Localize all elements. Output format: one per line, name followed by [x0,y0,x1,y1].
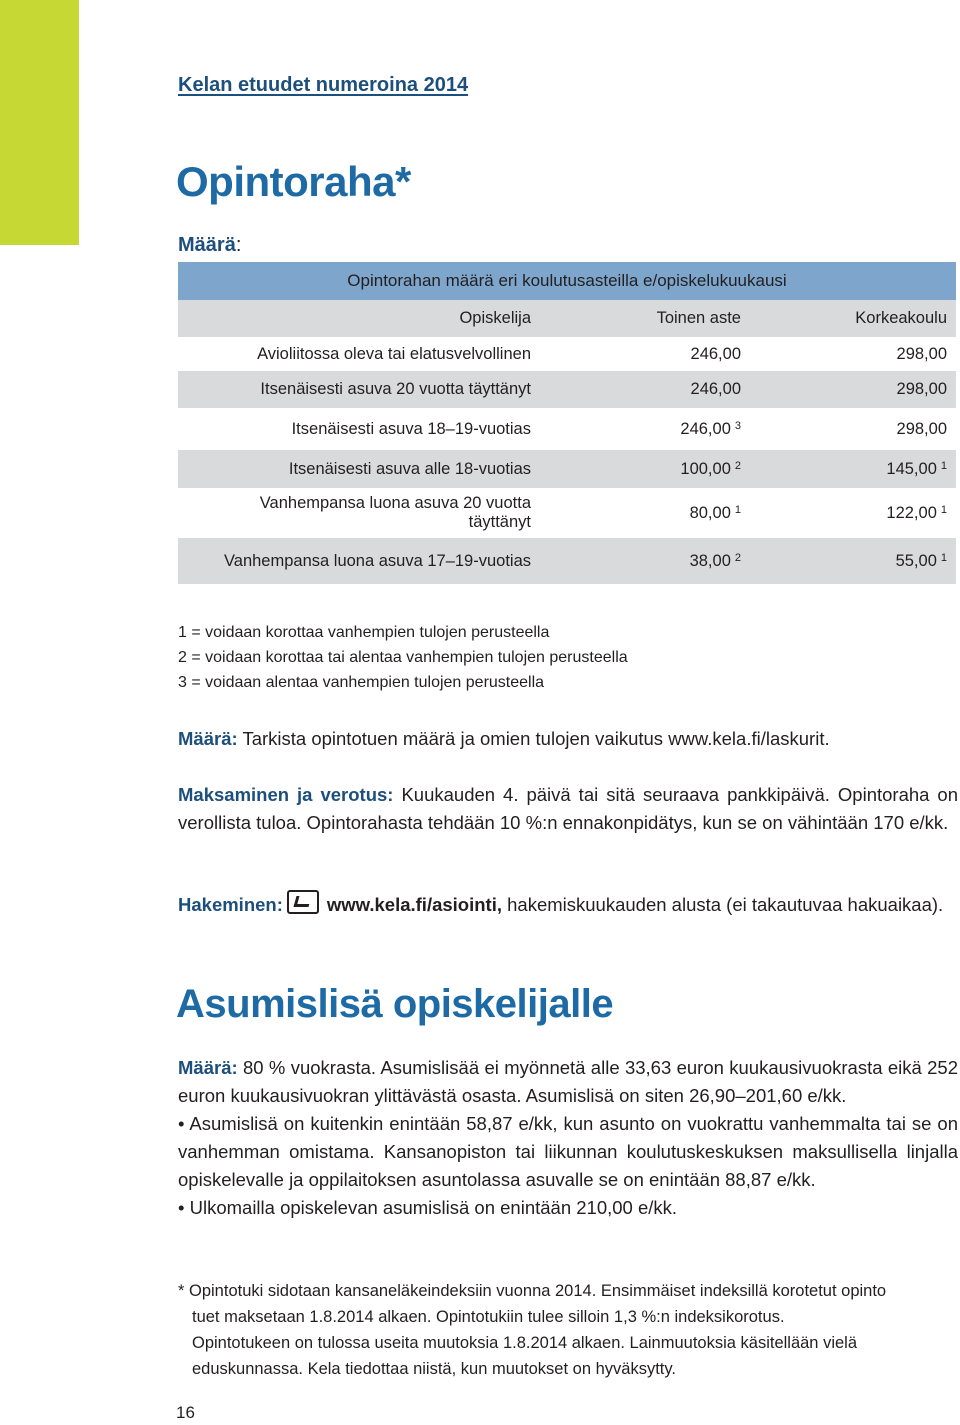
row-label [178,337,533,371]
cell-korkeakoulu [741,488,956,538]
hakeminen-label: Hakeminen: [178,894,283,915]
row-label [178,371,533,408]
row-label-line: Itsenäisesti asuva 20 vuotta täyttänyt [260,380,531,398]
cell-value: 38,00 [689,551,731,570]
legend-item: 3 = voidaan alentaa vanhempien tulojen perusteella [178,674,545,691]
footnote-marker: 2 [734,459,741,472]
cell-value: 246,00 [690,380,741,398]
bullet-item: • Asumislisä on kuitenkin enintään 58,87 e/kk, kun asunto on vuokrattu vanhemmalta tai se on vanhemman omistama. Kansanopiston tai liikunnan koulutuskeskuksen maksullisella linjalla opiskelevalle ja oppilaitoksen asuntolassa asuvalle se on enintään 88,87 e/kk. [178,1113,958,1190]
table-row [178,488,956,538]
table-row [178,337,956,371]
rates-table [178,262,956,584]
asiointi-link[interactable]: www.kela.fi/asiointi, [326,894,502,915]
cell-toinen-aste [533,371,741,408]
maksaminen-label: Maksaminen ja verotus: [178,784,394,805]
cell-value: 80,00 [689,503,731,522]
row-label-line: Vanhempansa luona asuva 20 vuotta [259,494,531,512]
maksaminen-text: Kuukauden 4. päivä tai sitä seuraava pankkipäivä. Opintoraha on verollista tuloa. Opintorahasta tehdään 10 %:n ennakonpidätys, kun se on vähintään 170 e/kk. [178,784,959,833]
running-header: Kelan etuudet numeroina 2014 [178,74,469,96]
footnote-line: * Opintotuki sidotaan kansaneläkeindeksiin vuonna 2014. Ensimmäiset indeksillä korotetut opinto [178,1282,887,1300]
cell-korkeakoulu [741,337,956,371]
cell-korkeakoulu [741,408,956,450]
maara-paragraph [178,725,958,753]
legend-item: 1 = voidaan korottaa vanhempien tulojen perusteella [178,624,550,641]
cell-value: 298,00 [896,419,947,438]
cell-value: 246,00 [690,344,741,363]
cell-korkeakoulu [741,450,956,488]
row-label-line: Itsenäisesti asuva 18–19-vuotias [291,419,531,438]
cell-korkeakoulu [741,371,956,408]
footnote-legend [178,620,628,695]
cell-value: 298,00 [896,380,947,398]
hakeminen-paragraph [178,890,958,919]
row-label-line: täyttänyt [468,513,531,531]
table-caption: Opintorahan määrä eri koulutusasteilla e/opiskelukuukausi [178,262,956,300]
section-title-opintoraha: Opintoraha* [176,158,411,205]
col-header-toinen-aste: Toinen aste [533,300,741,337]
cell-value: 145,00 [886,459,937,478]
table-row [178,408,956,450]
row-label [178,538,533,584]
cell-value: 122,00 [886,503,937,522]
computer-icon [287,890,319,914]
row-label [178,450,533,488]
cell-value: 246,00 [680,419,731,438]
footnote-line: Opintotukeen on tulossa useita muutoksia 1.8.2014 alkaen. Lainmuutoksia käsitellään vielä [192,1334,858,1352]
page-number: 16 [176,1403,195,1422]
cell-toinen-aste [533,538,741,584]
cell-value: 298,00 [896,344,947,363]
asumislisa-body [178,1054,958,1222]
col-header-opiskelija: Opiskelija [178,300,533,337]
green-margin-tab [0,0,79,245]
maara-text: Tarkista opintotuen määrä ja omien tulojen vaikutus www.kela.fi/laskurit. [242,728,830,749]
section-title-asumislisa: Asumislisä opiskelijalle [176,982,614,1026]
legend-item: 2 = voidaan korottaa tai alentaa vanhempien tulojen perusteella [178,649,628,666]
hakeminen-text: hakemiskuukauden alusta (ei takautuvaa hakuaikaa). [507,894,944,915]
cell-toinen-aste [533,488,741,538]
footnote-marker: 3 [734,419,741,432]
row-label-line: Vanhempansa luona asuva 17–19-vuotias [224,551,531,570]
table-row [178,450,956,488]
asterisk-footnote [178,1278,948,1382]
maara-heading: Määrä: [178,234,242,256]
table-row [178,538,956,584]
footnote-marker: 1 [940,551,947,564]
col-header-korkeakoulu: Korkeakoulu [741,300,956,337]
asumislisa-maara [178,1054,958,1110]
asumislisa-maara-label: Määrä: [178,1057,238,1078]
footnote-marker: 1 [734,503,741,516]
footnote-line: eduskunnassa. Kela tiedottaa niistä, kun muutokset on hyväksytty. [192,1360,676,1378]
asumislisa-maara-text: 80 % vuokrasta. Asumislisää ei myönnetä alle 33,63 euron kuukausivuokrasta eikä 252 euron kuukausivuokran ylittävästä osasta. Asumislisä on siten 26,90–201,60 e/kk. [178,1057,959,1106]
row-label-line: Itsenäisesti asuva alle 18-vuotias [288,459,531,478]
maara-label: Määrä: [178,728,238,749]
cell-toinen-aste [533,450,741,488]
footnote-marker: 2 [734,551,741,564]
table-row [178,371,956,408]
row-label [178,488,533,538]
row-label [178,408,533,450]
footnote-marker: 1 [940,503,947,516]
table-caption-row [178,262,956,300]
cell-value: 55,00 [895,551,937,570]
footnote-line: tuet maksetaan 1.8.2014 alkaen. Opintotukiin tulee silloin 1,3 %:n indeksikorotus. [192,1308,785,1326]
footnote-marker: 1 [940,459,947,472]
row-label-line: Avioliitossa oleva tai elatusvelvollinen [257,344,531,363]
bullet-item: • Ulkomailla opiskelevan asumislisä on enintään 210,00 e/kk. [178,1197,678,1218]
maksaminen-paragraph [178,781,958,837]
cell-toinen-aste [533,408,741,450]
cell-value: 100,00 [680,459,731,478]
cell-toinen-aste [533,337,741,371]
cell-korkeakoulu [741,538,956,584]
table-header-row [178,300,956,337]
